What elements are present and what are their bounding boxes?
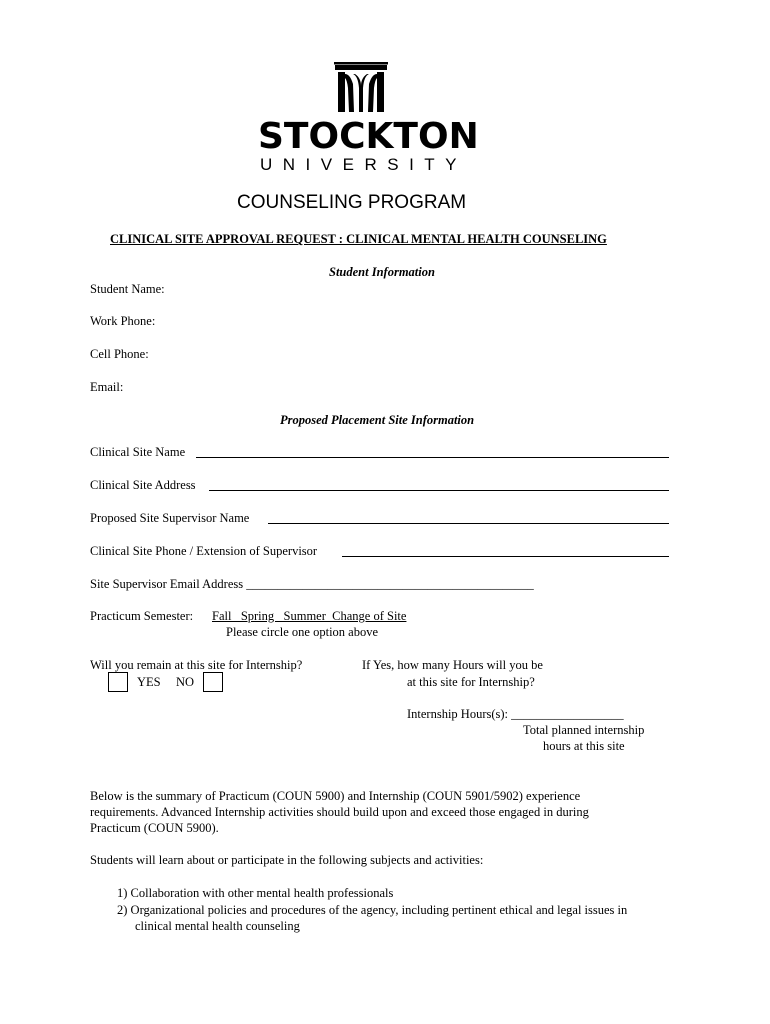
work-phone-label: Work Phone: [90,314,156,328]
student-info-heading: Student Information [329,265,435,279]
cell-phone-label: Cell Phone: [90,347,149,361]
yes-label: YES [137,675,161,689]
no-label: NO [176,675,195,689]
list-item-continuation: clinical mental health counseling [135,919,300,933]
site-address-field[interactable] [209,490,669,491]
site-info-heading: Proposed Placement Site Information [280,413,475,427]
form-title: CLINICAL SITE APPROVAL REQUEST : CLINICAL MENTAL HEALTH COUNSELING [110,232,607,246]
summary-line-2: requirements. Advanced Internship activities should build upon and exceed those engaged in during [90,805,589,819]
summary-line-1: Below is the summary of Practicum (COUN 5900) and Internship (COUN 5901/5902) experience [90,789,581,803]
summary-line-3: Practicum (COUN 5900). [90,821,219,835]
activities-intro: Students will learn about or participate in the following subjects and activities: [90,853,484,867]
total-hours-note-line2: hours at this site [543,739,625,753]
hours-question-line1: If Yes, how many Hours will you be [362,658,543,672]
university-logo [258,62,479,174]
practicum-semester-options[interactable]: Fall Spring Summer Change of Site [212,609,407,623]
supervisor-email-label: Site Supervisor Email Address ______________________________________________ [90,577,534,591]
total-hours-note-line1: Total planned internship [523,723,645,737]
stockton-arch-logo-icon [334,62,388,114]
internship-hours-field[interactable]: Internship Hours(s): __________________ [407,707,624,721]
hours-question-line2: at this site for Internship? [407,675,535,689]
supervisor-name-field[interactable] [268,523,669,524]
logo-subtitle: UNIVERSITY [260,155,468,174]
logo-wordmark: STOCKTON [258,116,479,157]
site-phone-field[interactable] [342,556,669,557]
yes-checkbox[interactable] [108,672,128,692]
practicum-semester-label: Practicum Semester: [90,609,194,623]
supervisor-name-label: Proposed Site Supervisor Name [90,511,250,525]
site-phone-label: Clinical Site Phone / Extension of Supervisor [90,544,318,558]
site-name-label: Clinical Site Name [90,445,186,459]
email-label: Email: [90,380,124,394]
site-name-field[interactable] [196,457,669,458]
program-title: COUNSELING PROGRAM [237,192,467,213]
list-item: 1) Collaboration with other mental health professionals [117,886,394,900]
internship-question: Will you remain at this site for Internship? [90,658,303,672]
practicum-note: Please circle one option above [226,625,379,639]
no-checkbox[interactable] [203,672,223,692]
site-address-label: Clinical Site Address [90,478,196,492]
student-name-label: Student Name: [90,282,165,296]
list-item: 2) Organizational policies and procedures of the agency, including pertinent ethical and legal issues in [117,903,628,917]
